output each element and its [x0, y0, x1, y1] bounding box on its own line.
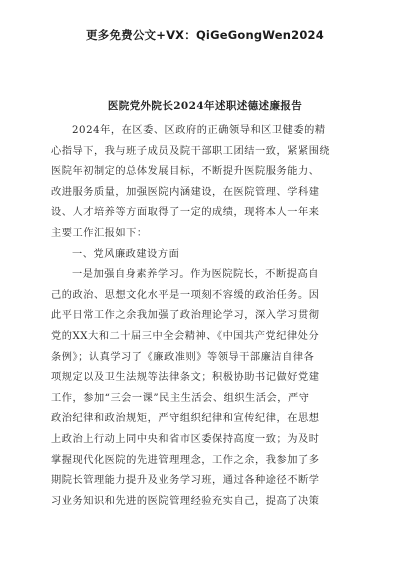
paragraph-line: 2024年，在区委、区政府的正确领导和区卫健委的精 — [72, 125, 326, 136]
paragraph-line: 心指导下，我与班子成员及院干部职工团结一致，紧紧围绕 — [51, 145, 331, 157]
paragraph-line: 改进服务质量，加强医院内涵建设，在医院管理、学科建 — [51, 186, 320, 198]
paragraph-line: 期院长管理能力提升及业务学习班，通过各种途径不断学 — [51, 475, 320, 487]
paragraph-line: 设、人才培养等方面取得了一定的成绩，现将本人一年来 — [51, 207, 320, 219]
paragraph-line: 党的XX大和二十届三中全会精神、《中国共产党纪律处分 — [51, 330, 320, 342]
paragraph-line: 上政治上行动上同中央和省市区委保持高度一致；为及时 — [51, 433, 320, 445]
paragraph-line: 条例》；认真学习了《廉政准则》等领导干部廉洁自律各 — [51, 351, 315, 363]
document-body — [51, 121, 361, 512]
paragraph-line: 己的政治、思想文化水平是一项刻不容缓的政治任务。因 — [51, 289, 320, 301]
paragraph-line: 一是加强自身素养学习。作为医院院长，不断提高自 — [72, 269, 319, 281]
promo-header: 更多免费公文+VX：QiGeGongWen2024 — [86, 28, 324, 42]
paragraph-line: 习业务知识和先进的医院管理经验充实自己，提高了决策 — [51, 495, 320, 507]
document-title: 医院党外院长2024年述职述德述廉报告 — [107, 100, 303, 112]
paragraph-line: 工作，参加“三会一课”民主生活会、组织生活会，严守 — [51, 392, 310, 404]
paragraph-line: 主要工作汇报如下： — [51, 227, 148, 239]
paragraph-line: 此平日常工作之余我加强了政治理论学习，深入学习贯彻 — [51, 310, 320, 322]
paragraph-line: 掌握现代化医院的先进管理理念，工作之余，我参加了多 — [51, 454, 320, 466]
paragraph-line: 项规定以及卫生法规等法律条文；积极协助书记做好党建 — [51, 372, 320, 384]
section-heading: 一、党风廉政建设方面 — [72, 248, 180, 260]
paragraph-line: 医院年初制定的总体发展目标，不断提升医院服务能力、 — [51, 166, 320, 178]
paragraph-line: 政治纪律和政治规矩，严守组织纪律和宣传纪律，在思想 — [51, 413, 320, 425]
